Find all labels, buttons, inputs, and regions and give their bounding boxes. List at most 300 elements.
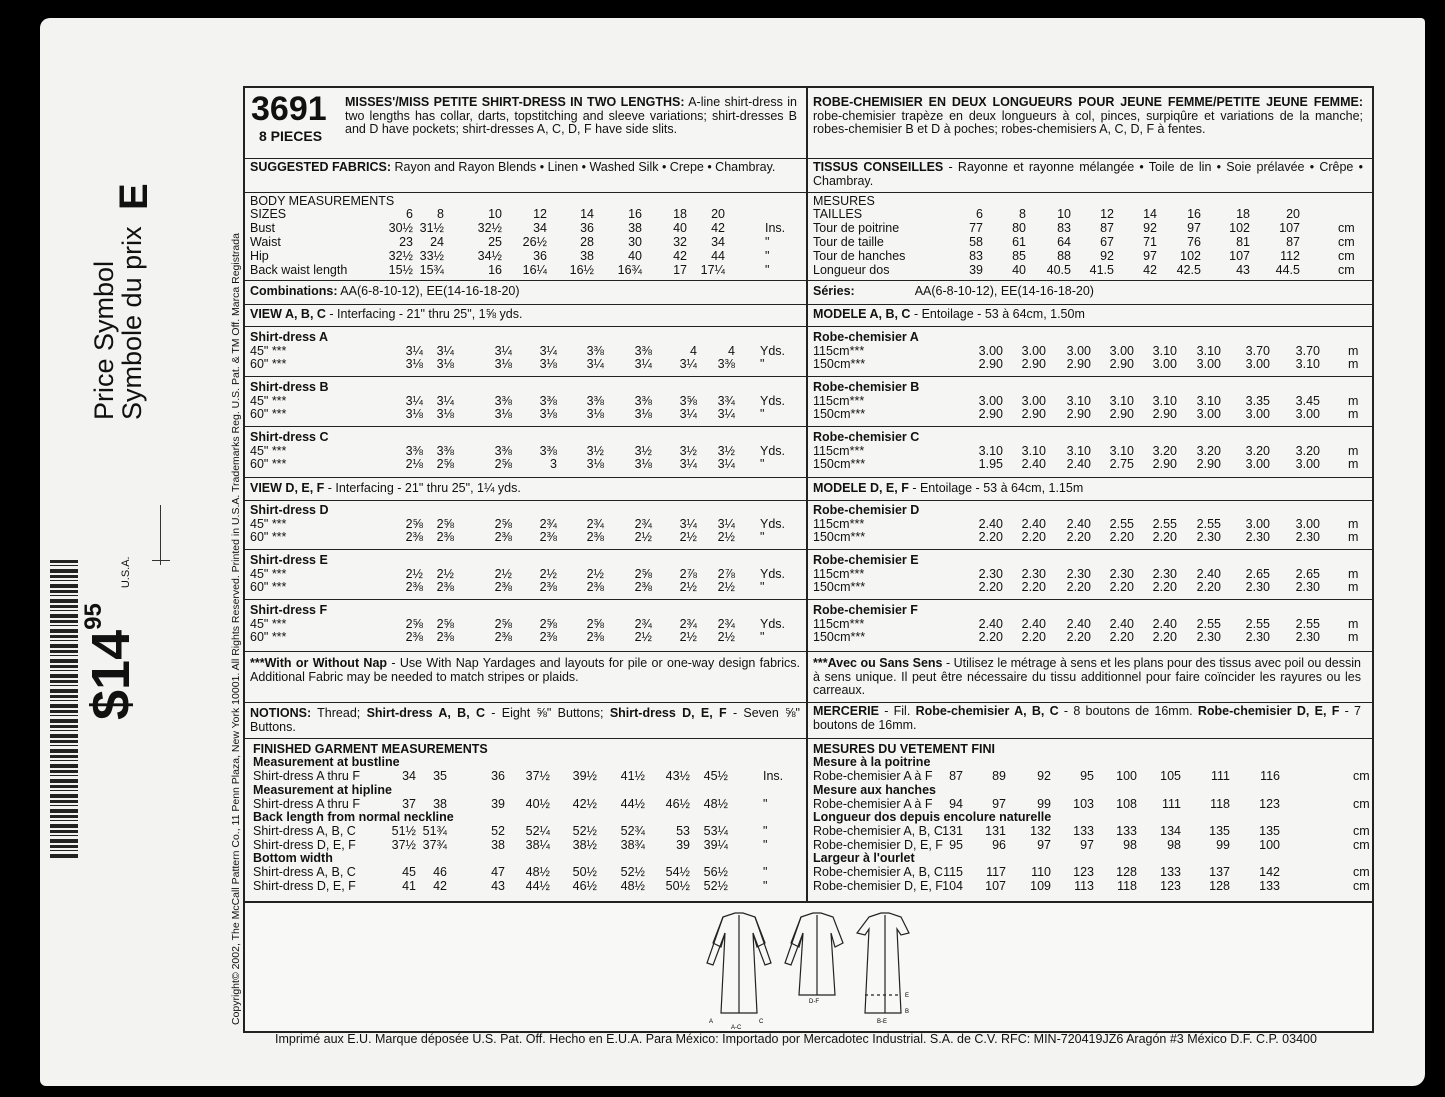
yardage-row-60-value: 3.00 (1295, 457, 1320, 471)
body-row-value: 88 (1057, 249, 1071, 263)
yardage-row-60-unit: " (760, 457, 765, 471)
piece-count: 8 PIECES (259, 128, 323, 144)
yardage-row-45-value: 3.00 (1295, 517, 1320, 531)
copyright-notice: Copyright© 2002, The McCall Pattern Co., 11 Penn Plaza, New York 10001. All Rights Reserved. Printed in U.S.A. Trademarks Reg. U.S. Pat. & TM Off. Marca Registrada (230, 233, 242, 1025)
yardage-row-45-value: 2½ (405, 567, 423, 581)
yardage-row-60-value: 2.30 (1245, 580, 1270, 594)
yardage-row-60-value: 2.30 (1245, 630, 1270, 644)
finished-row-unit: cm (1353, 796, 1370, 811)
yardage-row-60-label: 150cm*** (813, 457, 866, 471)
body-row-value: 42 (673, 249, 687, 263)
yardage-row-45-unit: Yds. (760, 394, 786, 408)
body-row-value: 71 (1143, 235, 1157, 249)
garment-name: Robe-chemisier E (813, 553, 919, 567)
yardage-row-45-unit: m (1348, 344, 1359, 358)
view-abc-text-fr: - Entoilage - 53 à 64cm, 1.50m (913, 307, 1085, 321)
yardage-row-45-value: 3.00 (978, 344, 1003, 358)
yardage-row-60-value: 2.90 (1021, 357, 1046, 371)
yardage-row-60-value: 2.30 (1245, 530, 1270, 544)
sketch-label-e: E (905, 993, 910, 999)
finished-row-value: 99 (1037, 796, 1051, 811)
yardage-row-60-value: 3⅛ (494, 357, 512, 371)
yardage-row-45-value: 3⅜ (494, 444, 512, 458)
finished-row-value: 118 (1210, 796, 1230, 811)
finished-row-value: 38 (491, 837, 505, 852)
combinations-value-fr: AA(6-8-10-12), EE(14-16-18-20) (914, 284, 1094, 298)
finished-row-label: Robe-chemisier A à F (813, 769, 933, 783)
yardage-row-60-value: 1.95 (978, 457, 1003, 471)
yardage-row-60-value: 3.00 (1152, 357, 1177, 371)
finished-row-value: 108 (1116, 796, 1137, 811)
body-row-label: TAILLES (813, 207, 863, 221)
yardage-row-45-value: 2.65 (1295, 567, 1320, 581)
body-row (808, 236, 1372, 250)
finished-row-value: 135 (1209, 824, 1230, 838)
body-row-value: 25 (488, 235, 502, 249)
view-def-label-fr: MODELE D, E, F (813, 481, 909, 495)
finished-row-value: 51½ (391, 824, 416, 838)
finished-row-value: 133 (1259, 878, 1280, 893)
yardage-row-60-value: 2⅝ (494, 457, 512, 471)
body-row-value: 16¾ (617, 263, 642, 277)
yardage-row-60-value: 2⅜ (436, 630, 454, 644)
finished-row-value: 45½ (703, 769, 728, 783)
notions-def-fr: Robe-chemisier D, E, F (1197, 704, 1340, 718)
yardage-row-60-value: 2⅜ (586, 630, 604, 644)
yardage-row-45-value: 4 (728, 344, 735, 358)
body-row-value: 44 (711, 249, 725, 263)
yardage-row-45-value: 2.55 (1196, 617, 1221, 631)
yardage-row-60-value: 3⅛ (539, 407, 557, 421)
yardage-row-45-label: 115cm*** (813, 394, 865, 408)
yardage-row-45-label: 45" *** (250, 517, 287, 531)
finished-heading: Mesure à la poitrine (813, 755, 931, 769)
finished-row-value: 51¾ (422, 824, 447, 838)
yardage-row-60 (808, 581, 1372, 595)
finished-row-value: 41½ (620, 769, 645, 783)
yardage-group (245, 549, 806, 600)
yardage-row-60-value: 3 (550, 457, 557, 471)
yardage-row-45-value: 2½ (494, 567, 512, 581)
body-row-value: 80 (1012, 221, 1026, 235)
yardage-row-60-value: 2.20 (1152, 630, 1177, 644)
body-row-label: Back waist length (250, 263, 348, 277)
body-row-value: 20 (1286, 207, 1300, 221)
finished-row-value: 46 (433, 865, 447, 879)
body-row-label: Bust (250, 221, 276, 235)
finished-row-value: 48½ (620, 878, 645, 893)
yardage-row-60-unit: m (1348, 630, 1359, 644)
yardage-row-45-unit: Yds. (760, 344, 786, 358)
body-row-value: 43 (1236, 263, 1250, 277)
finished-row-value: 54½ (665, 865, 690, 879)
finished-row-label: Shirt-dress A, B, C (253, 824, 356, 838)
yardage-row-45-label: 45" *** (250, 344, 287, 358)
dress-line-drawings (245, 903, 1372, 1031)
yardage-row-60-value: 2⅜ (436, 530, 454, 544)
finished-row-value: 52½ (703, 878, 728, 893)
view-abc-label-fr: MODELE A, B, C (813, 307, 911, 321)
finished-row-value: 53¼ (703, 824, 728, 838)
finished-row-value: 132 (1030, 824, 1051, 838)
yardage-row-45-value: 3½ (634, 444, 652, 458)
finished-row-value: 50½ (572, 865, 597, 879)
body-row-label: Tour de taille (813, 235, 884, 249)
yardage-row-45-value: 2⅝ (494, 517, 512, 531)
finished-row-value: 103 (1073, 796, 1094, 811)
body-row-value: 40 (1012, 263, 1026, 277)
yardage-row-60-value: 2½ (634, 630, 652, 644)
body-row-unit: cm (1338, 235, 1355, 249)
yardage-row-60-unit: m (1348, 580, 1359, 594)
notions-abc-fr: Robe-chemisier A, B, C (915, 704, 1059, 718)
yardage-row-45-value: 2.40 (1066, 517, 1091, 531)
notions-def-buttons-fr: - 7 boutons de 16mm. (813, 704, 1361, 732)
body-row-value: 34 (711, 235, 725, 249)
body-row-value: 33½ (419, 249, 444, 263)
sketch-label-a: A (709, 1019, 714, 1025)
body-row-value: 42.5 (1176, 263, 1201, 277)
finished-row-value: 92 (1037, 769, 1051, 783)
yardage-row-45-value: 3⅜ (405, 444, 423, 458)
body-row-value: 6 (976, 207, 983, 221)
yardage-row-45-value: 2⅝ (494, 617, 512, 631)
body-row-value: 36 (580, 221, 594, 235)
yardage-row-45-label: 45" *** (250, 617, 287, 631)
yardage-row-45-value: 3⅜ (539, 394, 557, 408)
finished-row (808, 825, 1372, 839)
yardage-row-45-value: 3.10 (978, 444, 1003, 458)
finished-row-value: 105 (1160, 769, 1181, 783)
yardage-row-45-value: 3¼ (436, 394, 454, 408)
yardage-group (808, 549, 1372, 600)
body-row-value: 42 (1143, 263, 1157, 277)
finished-row-value: 42 (433, 878, 447, 893)
yardage-row-45-unit: m (1348, 617, 1359, 631)
yardage-row-60-value: 2⅜ (586, 580, 604, 594)
yardage-row-60-value: 2.30 (1196, 630, 1221, 644)
sketch-label-d-f: D-F (809, 999, 819, 1005)
finished-row-value: 110 (1031, 865, 1051, 879)
finished-row-unit: Ins. (763, 769, 784, 783)
body-row (808, 208, 1372, 222)
body-row-value: 10 (488, 207, 502, 221)
body-row-value: 8 (1019, 207, 1026, 221)
yardage-row-45-value: 2¾ (717, 617, 735, 631)
finished-row-value: 98 (1167, 837, 1181, 852)
price-cents: 95 (80, 603, 107, 630)
yardage-row-60-label: 60" *** (250, 630, 287, 644)
finished-row-value: 123 (1259, 796, 1280, 811)
yardage-row-45-value: 3.00 (1021, 344, 1046, 358)
yardage-row-45-value: 2.30 (1066, 567, 1091, 581)
fabrics-label-fr: TISSUS CONSEILLES (813, 160, 944, 174)
body-row-value: 32 (673, 235, 687, 249)
body-row-value: 40 (673, 221, 687, 235)
notions-thread-fr: - Fil. (884, 704, 911, 718)
body-row-value: 112 (1280, 249, 1300, 263)
finished-row-value: 104 (942, 878, 963, 893)
barcode (50, 560, 78, 860)
view-abc-fr (808, 304, 1372, 327)
yardage-row-45-value: 3½ (586, 444, 604, 458)
finished-row-value: 52½ (572, 824, 597, 838)
finished-row (245, 770, 806, 784)
yardage-row-60-value: 2.90 (978, 407, 1003, 421)
body-row-value: 87 (1286, 235, 1300, 249)
yardage-row-45-value: 3.10 (1021, 444, 1046, 458)
yardage-row-60-value: 3.00 (1245, 457, 1270, 471)
yardage-row-45-value: 3⅜ (634, 344, 652, 358)
body-row-value: 67 (1100, 235, 1114, 249)
finished-row-label: Shirt-dress D, E, F (253, 878, 356, 893)
finished-row-value: 95 (1080, 769, 1094, 783)
body-row-value: 41.5 (1089, 263, 1114, 277)
yardage-row-60-value: 2.20 (1109, 580, 1134, 594)
yardage-group (245, 326, 806, 377)
finished-row-label: Shirt-dress D, E, F (253, 837, 356, 852)
body-row-unit: Ins. (765, 221, 786, 235)
yardage-row-45-value: 3⅜ (436, 444, 454, 458)
finished-row-value: 137 (1209, 865, 1230, 879)
finished-measurements (245, 738, 806, 901)
notions-fr (808, 701, 1372, 739)
finished-row-value: 131 (942, 824, 963, 838)
yardage-row-45-value: 3¼ (679, 517, 697, 531)
yardage-row-45-label: 115cm*** (813, 617, 865, 631)
yardage-row-45-value: 3.10 (1152, 394, 1177, 408)
yardage-row-60-label: 150cm*** (813, 407, 866, 421)
body-row-value: 23 (399, 235, 413, 249)
finished-row-unit: " (763, 837, 768, 852)
yardage-row-60-value: 2.90 (1066, 407, 1091, 421)
body-row-value: 16 (628, 207, 642, 221)
body-row-value: 12 (1100, 207, 1114, 221)
finished-row-value: 44½ (620, 796, 645, 811)
yardage-row-45-value: 2⅝ (405, 617, 423, 631)
body-row-value: 8 (437, 207, 444, 221)
finished-row-value: 37½ (525, 769, 550, 783)
body-row-value: 14 (580, 207, 594, 221)
yardage-row-45-value: 3.70 (1245, 344, 1270, 358)
yardage-row-60 (245, 581, 806, 595)
body-row-value: 39 (969, 263, 983, 277)
body-row-value: 18 (1236, 207, 1250, 221)
price-tag (80, 556, 142, 720)
yardage-group (245, 426, 806, 476)
yardage-row-45-value: 3⅜ (539, 444, 557, 458)
yardage-row-60-value: 3.00 (1245, 407, 1270, 421)
notions-label-fr: MERCERIE (813, 704, 879, 718)
yardage-row-60-value: 2.20 (1066, 530, 1091, 544)
yardage-row-45-value: 2.55 (1245, 617, 1270, 631)
body-row-value: 76 (1187, 235, 1201, 249)
yardage-row-45-value: 2.40 (1021, 617, 1046, 631)
notions-def: Shirt-dress D, E, F (609, 706, 727, 720)
body-row-value: 10 (1057, 207, 1071, 221)
footer-import-note: Imprimé aux E.U. Marque déposée U.S. Pat. Off. Hecho en E.U.A. Para México: Importado por Mercadotec Industrial. S.A. de C.V. RFC: MIN-720419JZ6 Aragón #3 México D.F. C.P. 03400 (275, 1032, 1317, 1046)
garment-name: Shirt-dress F (250, 603, 328, 617)
finished-row-value: 38½ (572, 837, 597, 852)
yardage-group (245, 376, 806, 427)
body-row-value: 20 (711, 207, 725, 221)
view-def (245, 477, 806, 501)
yardage-row-60-value: 3⅛ (539, 357, 557, 371)
finished-row-value: 89 (992, 769, 1006, 783)
finished-row-value: 43½ (665, 769, 690, 783)
yardage-row-45-value: 2.40 (1109, 617, 1134, 631)
finished-heading: Longueur dos depuis encolure naturelle (813, 810, 1052, 824)
yardage-row-60-unit: " (760, 580, 765, 594)
yardage-row-60-value: 3⅛ (634, 407, 652, 421)
yardage-row-60 (245, 358, 806, 372)
price-letter: E (112, 183, 156, 210)
body-row-value: 26½ (522, 235, 547, 249)
sketch-label-b-e: B-E (877, 1019, 888, 1025)
yardage-row-60-value: 2⅜ (494, 580, 512, 594)
finished-row-value: 43 (491, 878, 505, 893)
finished-row-value: 128 (1116, 865, 1137, 879)
yardage-row-60-value: 2.90 (1066, 357, 1091, 371)
yardage-row-60-value: 2⅜ (494, 530, 512, 544)
yardage-row-60-value: 3⅛ (436, 407, 454, 421)
body-row-value: 40 (628, 249, 642, 263)
finished-heading: Measurement at bustline (253, 755, 400, 769)
yardage-row-45-value: 3⅜ (586, 394, 604, 408)
yardage-row-60-value: 2.90 (1109, 357, 1134, 371)
finished-row (808, 798, 1372, 812)
yardage-row-60-value: 2.90 (1021, 407, 1046, 421)
nap-text: - Use With Nap Yardages and layouts for pile or one-way design fabrics. Additional Fabric may be needed to match stripes or plaids. (250, 656, 800, 684)
yardage-row-45-value: 2¾ (679, 617, 697, 631)
finished-row-value: 100 (1116, 769, 1137, 783)
body-row-unit: " (765, 235, 770, 249)
yardage-row-45-unit: Yds. (760, 617, 786, 631)
notions-abc: Shirt-dress A, B, C (366, 706, 485, 720)
yardage-row-45-value: 3.10 (1109, 394, 1134, 408)
yardage-row-45-unit: m (1348, 394, 1359, 408)
yardage-row-45-value: 3.00 (1109, 344, 1134, 358)
yardage-row-45-label: 45" *** (250, 567, 287, 581)
body-row-value: 97 (1143, 249, 1157, 263)
finished-row-unit: " (763, 796, 768, 811)
yardage-row-45-value: 3⅜ (586, 344, 604, 358)
body-row-value: 61 (1012, 235, 1026, 249)
yardage-row-60-label: 150cm*** (813, 580, 866, 594)
yardage-row-45-value: 2⅞ (679, 567, 697, 581)
yardage-group (808, 426, 1372, 476)
finished-row-value: 46½ (572, 878, 597, 893)
yardage-row-45-unit: m (1348, 567, 1359, 581)
yardage-row-60-value: 2.20 (1109, 530, 1134, 544)
sketch-label-c: C (759, 1019, 764, 1025)
finished-heading: Largeur à l'ourlet (813, 851, 915, 865)
finished-row-label: Shirt-dress A thru F (253, 769, 360, 783)
finished-row-value: 131 (985, 824, 1006, 838)
finished-row-value: 44½ (525, 878, 550, 893)
finished-row-label: Robe-chemisier A, B, C (813, 865, 943, 879)
yardage-row-45-value: 3.10 (1066, 394, 1091, 408)
finished-row-value: 41 (402, 878, 416, 893)
finished-row-label: Shirt-dress A, B, C (253, 865, 356, 879)
yardage-row-45-value: 2¾ (539, 517, 557, 531)
pattern-number: 3691 (251, 90, 327, 128)
fabrics-section-fr (808, 158, 1372, 193)
body-row-value: 64 (1057, 235, 1071, 249)
yardage-row-60-value: 2⅜ (539, 530, 557, 544)
yardage-row-45-value: 3¾ (717, 394, 735, 408)
garment-name: Shirt-dress A (250, 330, 329, 344)
yardage-row-60-value: 3¼ (679, 457, 697, 471)
body-row-value: 77 (969, 221, 983, 235)
body-row-unit: cm (1338, 263, 1355, 277)
fabrics-text-fr: - Rayonne et rayonne mélangée • Toile de lin • Soie prélavée • Crêpe • Chambray. (813, 160, 1363, 188)
body-row-value: 16 (1187, 207, 1201, 221)
yardage-row-45-value: 3⅝ (679, 394, 697, 408)
body-row-value: 92 (1100, 249, 1114, 263)
body-row-value: 28 (580, 235, 594, 249)
pattern-description (345, 96, 797, 137)
yardage-group (808, 376, 1372, 427)
english-column (245, 88, 808, 1031)
body-row-value: 83 (1057, 221, 1071, 235)
yardage-row-45-value: 2.40 (1021, 517, 1046, 531)
yardage-row-60-value: 3¼ (634, 357, 652, 371)
finished-row-value: 94 (949, 796, 963, 811)
finished-heading: Measurement at hipline (253, 782, 392, 797)
yardage-row-60-value: 2½ (634, 530, 652, 544)
body-row-value: 40.5 (1046, 263, 1071, 277)
yardage-row-60-value: 3.00 (1196, 407, 1221, 421)
nap-label: ***With or Without Nap (250, 656, 388, 670)
view-def-text-fr: - Entoilage - 53 à 64cm, 1.15m (912, 481, 1084, 495)
body-row-value: 32½ (477, 221, 502, 235)
yardage-row-60-value: 2.20 (1152, 530, 1177, 544)
finished-row-value: 97 (1080, 837, 1094, 852)
yardage-row-45-value: 2.30 (1109, 567, 1134, 581)
notions-abc-buttons: - Eight ⅝" Buttons; (491, 706, 604, 720)
combinations (245, 280, 806, 305)
body-row-label: Tour de hanches (813, 249, 906, 263)
finished-row-value: 133 (1073, 824, 1094, 838)
yardage-group (808, 499, 1372, 550)
yardage-row-60-value: 3.00 (1245, 357, 1270, 371)
finished-row-value: 99 (1216, 837, 1230, 852)
body-row-label: SIZES (250, 207, 287, 221)
body-row (808, 264, 1372, 278)
finished-row (245, 880, 806, 894)
yardage-row-60-value: 2.30 (1295, 580, 1320, 594)
dress-drawing-a-c (707, 913, 771, 1013)
finished-heading: Bottom width (253, 851, 333, 865)
finished-row-value: 42½ (572, 796, 597, 811)
view-def-fr (808, 477, 1372, 501)
finished-row-value: 39 (676, 837, 690, 852)
body-row-unit: " (765, 263, 770, 277)
yardage-row-60-value: 2½ (679, 630, 697, 644)
body-row-value: 36 (533, 249, 547, 263)
body-row-label: Tour de poitrine (813, 221, 900, 235)
yardage-row-60-unit: " (760, 530, 765, 544)
yardage-row-60-value: 3¼ (679, 407, 697, 421)
yardage-row-60-value: 2⅜ (436, 580, 454, 594)
yardage-row-60-value: 3.10 (1295, 357, 1320, 371)
nap-note-fr (808, 651, 1372, 703)
yardage-row-45-value: 2.65 (1245, 567, 1270, 581)
yardage-row-45-unit: Yds. (760, 517, 786, 531)
finished-row-value: 117 (986, 865, 1006, 879)
finished-row-label: Robe-chemisier D, E, F (813, 837, 943, 852)
